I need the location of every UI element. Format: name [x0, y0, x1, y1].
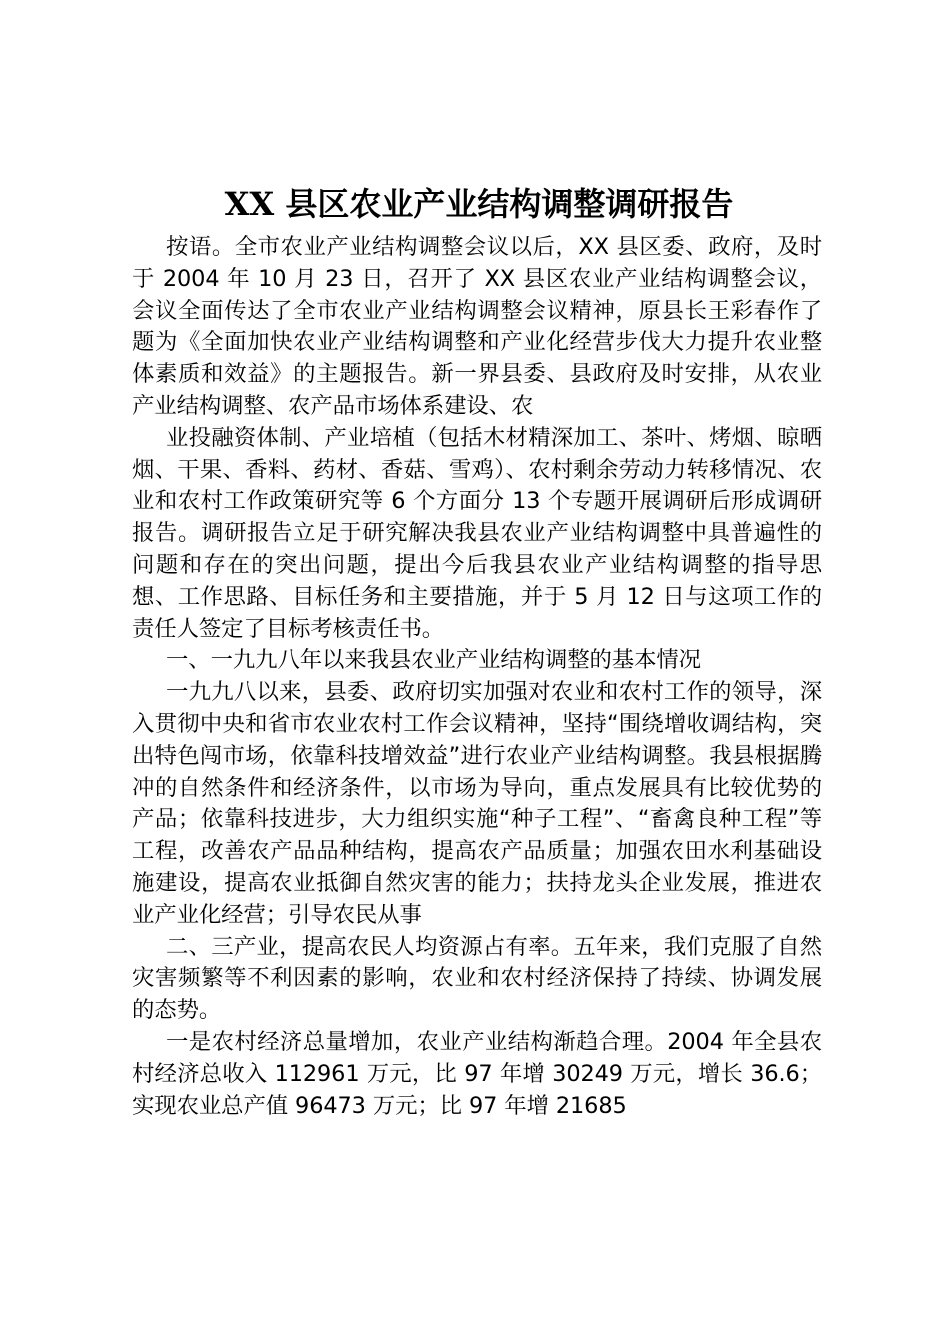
paragraph-since-1998: 一九九八以来，县委、政府切实加强对农业和农村工作的领导，深入贯彻中央和省市农业农村工作会议精神，坚持“围绕增收调结构，突出特色闯市场，依靠科技增效益”进行农业产业结构调整。我县根据腾冲的自然条件和经济条件，以市场为导向，重点发展具有比较优势的产品；依靠科技进步，大力组织实施“种子工程”、“畜禽良种工程”等工程，改善农产品品种结构，提高农产品质量；加强农田水利基础设施建设，提高农业抵御自然灾害的能力；扶持龙头企业发展，推进农业产业化经营；引导农民从事 [132, 679, 822, 928]
section-heading-basic-situation: 一、一九九八年以来我县农业产业结构调整的基本情况 [166, 647, 701, 674]
document-body [132, 232, 822, 1122]
paragraph-preface: 按语。全市农业产业结构调整会议以后，XX 县区委、政府，及时于 2004 年 10 月 23 日，召开了 XX 县区农业产业结构调整会议，会议全面传达了全市农业产业结构调整会议精神，原县长王彩春作了题为《全面加快农业产业结构调整和产业化经营步伐大力提升农业整体素质和效益》的主题报告。新一界县委、县政府及时安排，从农业产业结构调整、农产品市场体系建设、农 [132, 234, 822, 419]
paragraph-economy-growth: 一是农村经济总量增加，农业产业结构渐趋合理。2004 年全县农村经济总收入 112961 万元，比 97 年增 30249 万元，增长 36.6；实现农业总产值 96473 万元；比 97 年增 21685 [132, 1028, 822, 1119]
paragraph-preface-continued: 业投融资体制、产业培植（包括木材精深加工、茶叶、烤烟、晾晒烟、干果、香料、药材、香菇、雪鸡）、农村剩余劳动力转移情况、农业和农村工作政策研究等 6 个方面分 13 个专题开展调研后形成调研报告。调研报告立足于研究解决我县农业产业结构调整中具普遍性的问题和存在的突出问题，提出今后我县农业产业结构调整的指导思想、工作思路、目标任务和主要措施，并于 5 月 12 日与这项工作的责任人签定了目标考核责任书。 [132, 424, 822, 642]
document-title: XX 县区农业产业结构调整调研报告 [224, 185, 734, 223]
paragraph-secondary-tertiary: 二、三产业，提高农民人均资源占有率。五年来，我们克服了自然灾害频繁等不利因素的影响，农业和农村经济保持了持续、协调发展的态势。 [132, 933, 822, 1024]
